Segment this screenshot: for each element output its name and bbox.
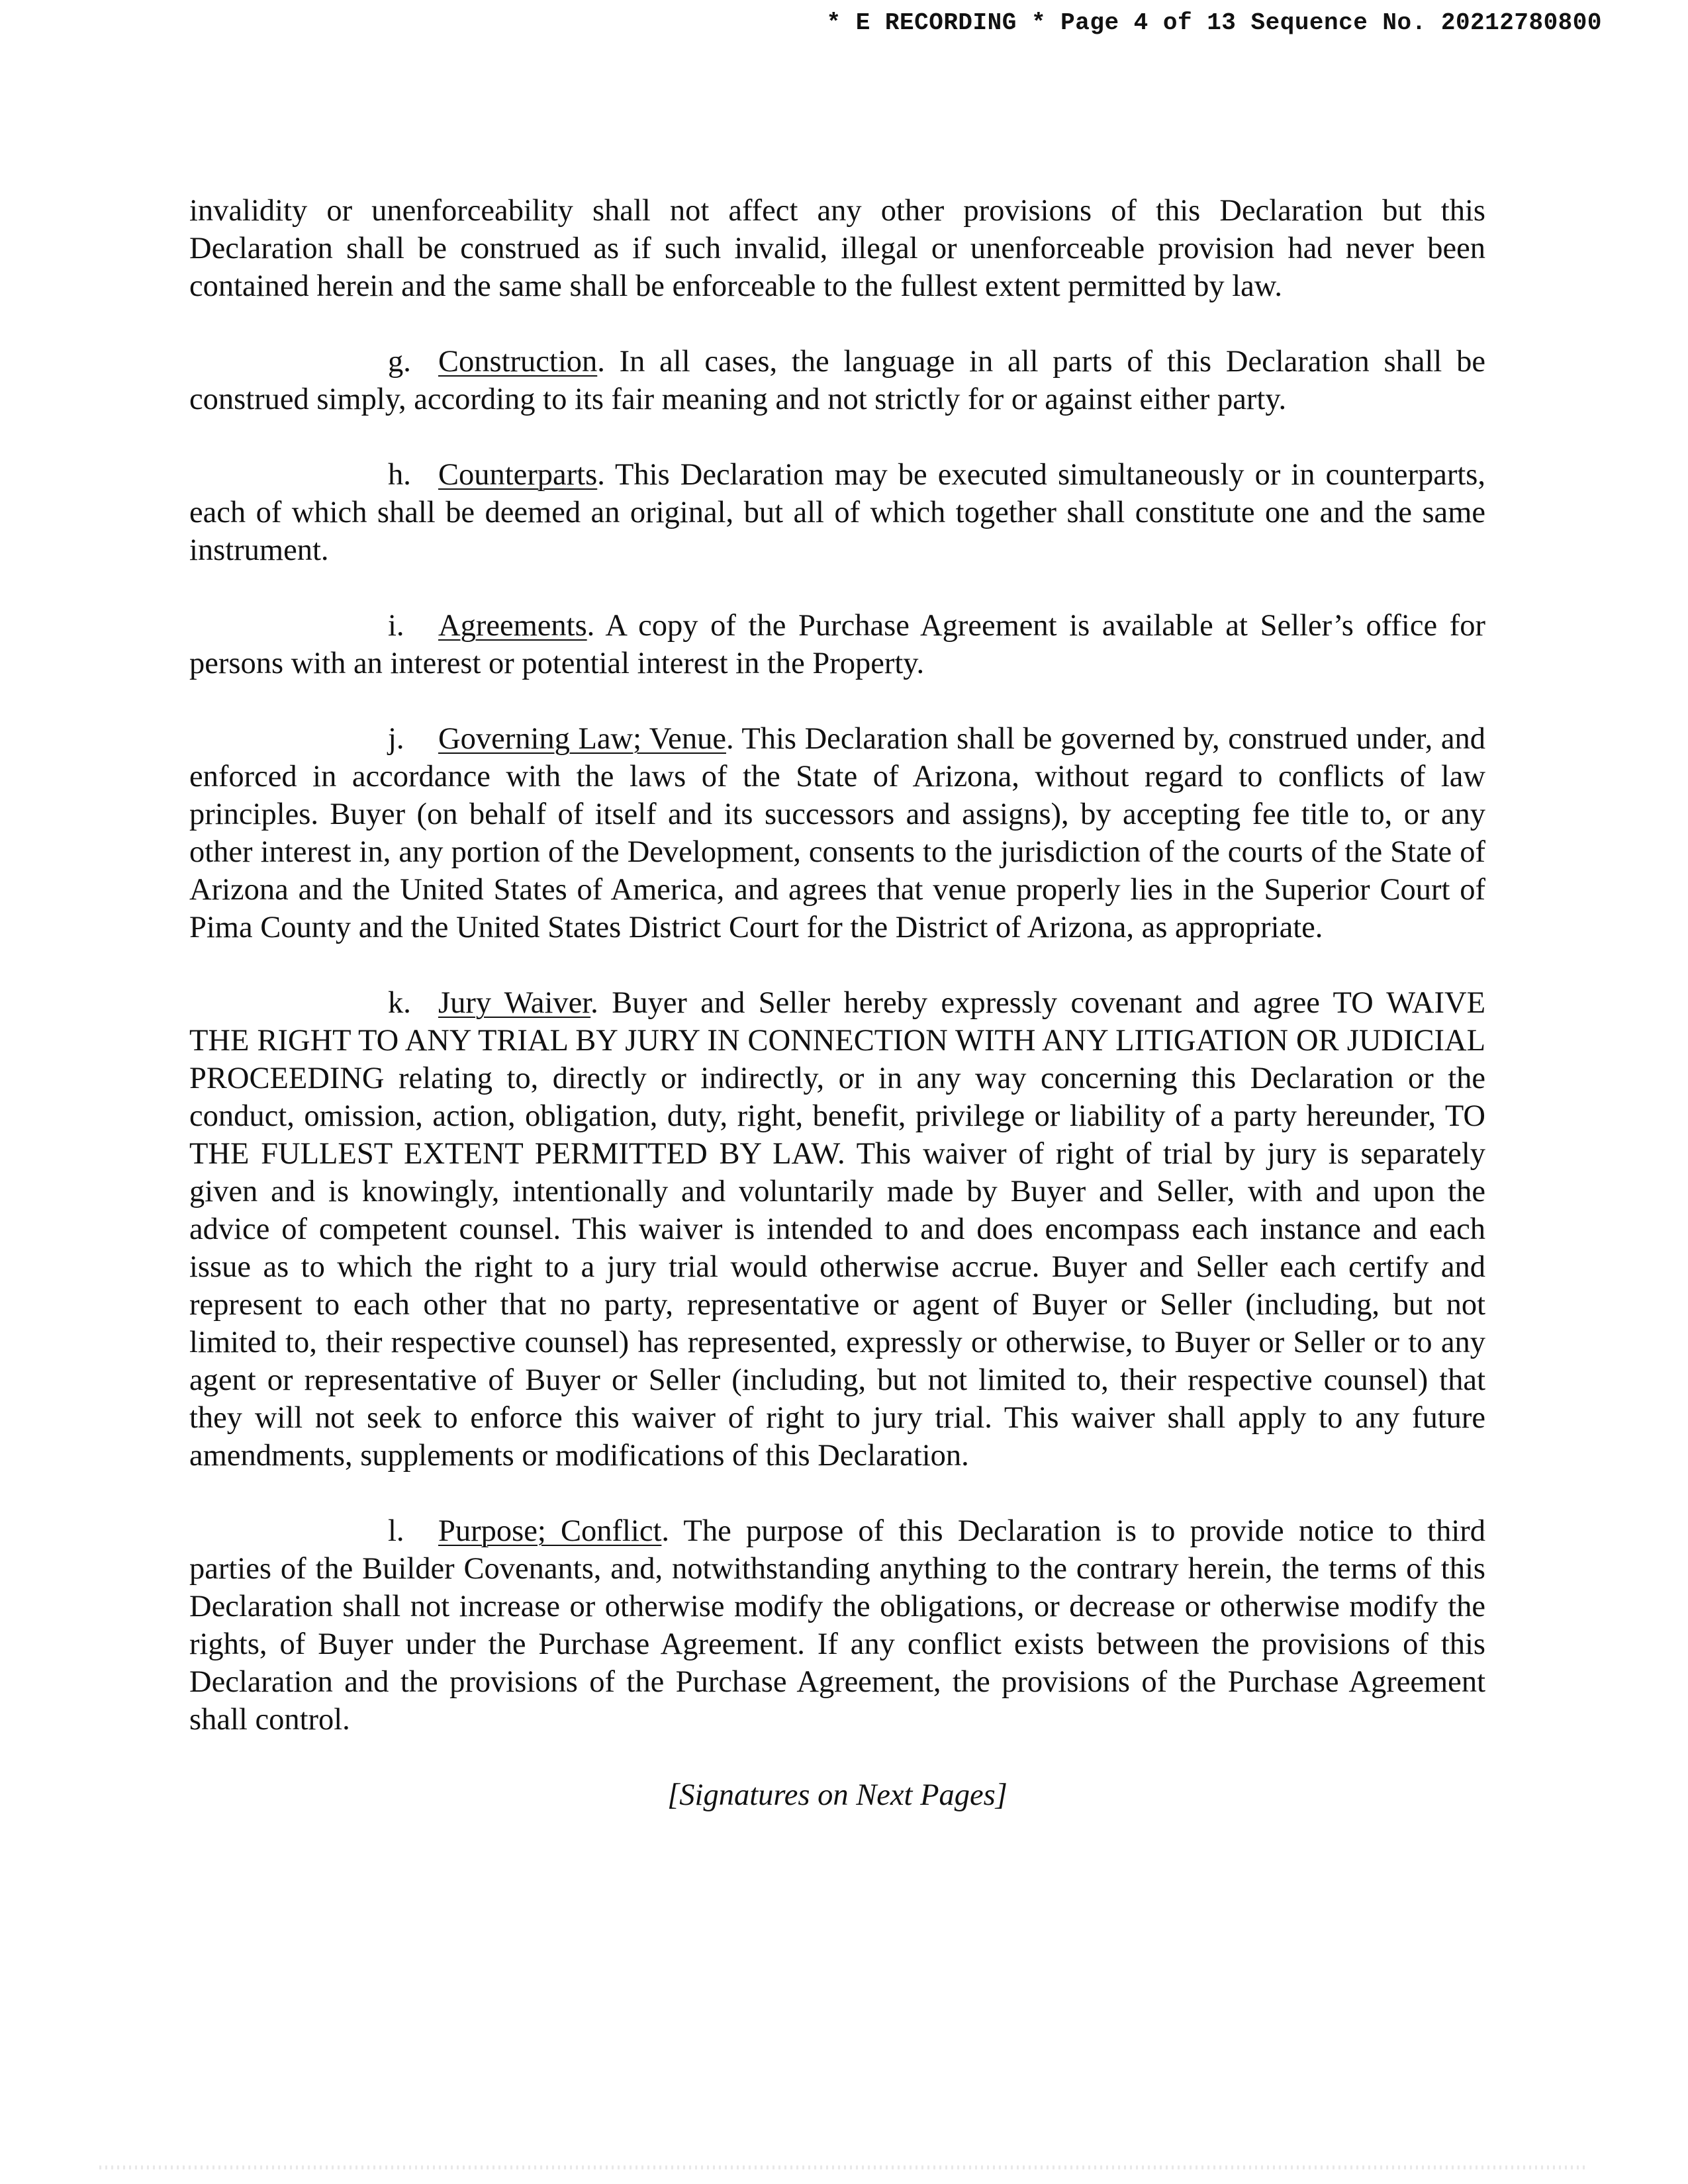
section-heading: Purpose; Conflict: [438, 1514, 662, 1548]
section-heading: Agreements: [438, 609, 587, 643]
section-label: l.: [388, 1514, 404, 1548]
recording-header: * E RECORDING * Page 4 of 13 Sequence No. 20212780800: [826, 9, 1602, 36]
section-k-jury-waiver: [189, 984, 1485, 1475]
section-text: . This Declaration may be executed simultaneously or in counterparts, each of which shall be deemed an original, but all of which together shall constitute one and the same instrument.: [189, 458, 1485, 567]
section-text: . This Declaration shall be governed by, construed under, and enforced in accordance with the laws of the State of Arizona, without regard to conflicts of law principles. Buyer (on behalf of itself and its successors and assigns), by accepting fee title to, or any other interest in, any portion of the Development, consents to the jurisdiction of the courts of the State of Arizona and the United States of America, and agrees that venue properly lies in the Superior Court of Pima County and the United States District Court for the District of Arizona, as appropriate.: [189, 722, 1486, 944]
section-g-construction: [189, 343, 1485, 418]
section-i-agreements: [189, 607, 1485, 682]
section-heading: Jury Waiver: [438, 986, 591, 1020]
document-body: [189, 192, 1485, 1852]
section-text: . In all cases, the language in all parts of this Declaration shall be construed simply, according to its fair meaning and not strictly for or against either party.: [189, 345, 1485, 416]
section-j-governing-law: [189, 720, 1485, 946]
section-h-counterparts: [189, 456, 1485, 569]
section-l-purpose-conflict: [189, 1512, 1485, 1739]
section-heading: Governing Law; Venue: [438, 722, 726, 756]
signatures-note: [Signatures on Next Pages]: [667, 1778, 1008, 1812]
section-label: g.: [388, 345, 411, 379]
section-text: . Buyer and Seller hereby expressly covenant and agree TO WAIVE THE RIGHT TO ANY TRIAL BY JURY IN CONNECTION WITH ANY LITIGATION OR JUDICIAL PROCEEDING relating to, directly or indirectly, or in any way concerning this Declaration or the conduct, omission, action, obligation, duty, right, benefit, privilege or liability of a party hereunder, TO THE FULLEST EXTENT PERMITTED BY LAW. This waiver of right of trial by jury is separately given and is knowingly, intentionally and voluntarily made by Buyer and Seller, with and upon the advice of competent counsel. This waiver is intended to and does encompass each instance and each issue as to which the right to a jury trial would otherwise accrue. Buyer and Seller each certify and represent to each other that no party, representative or agent of Buyer or Seller (including, but not limited to, their respective counsel) has represented, expressly or otherwise, to Buyer or Seller or to any agent or representative of Buyer or Seller (including, but not limited to, their respective counsel) that they will not seek to enforce this waiver of right to jury trial. This waiver shall apply to any future amendments, supplements or modifications of this Declaration.: [189, 986, 1485, 1473]
section-text: . A copy of the Purchase Agreement is available at Seller’s office for persons with an interest or potential interest in the Property.: [189, 609, 1485, 680]
scan-artifact-line: [99, 2165, 1589, 2169]
section-label: h.: [388, 458, 411, 492]
section-label: i.: [388, 609, 404, 643]
section-heading: Construction: [438, 345, 598, 379]
section-heading: Counterparts: [438, 458, 598, 492]
section-label: k.: [388, 986, 411, 1020]
section-label: j.: [388, 722, 404, 756]
section-text: . The purpose of this Declaration is to provide notice to third parties of the Builder Covenants, and, notwithstanding anything to the contrary herein, the terms of this Declaration shall not increase or otherwise modify the obligations, or decrease or otherwise modify the rights, of Buyer under the Purchase Agreement. If any conflict exists between the provisions of this Declaration and the provisions of the Purchase Agreement, the provisions of the Purchase Agreement shall control.: [189, 1514, 1485, 1737]
intro-paragraph: invalidity or unenforceability shall not affect any other provisions of this Declaration but this Declaration shall be construed as if such invalid, illegal or unenforceable provision had never been contained herein and the same shall be enforceable to the fullest extent permitted by law.: [189, 194, 1485, 303]
